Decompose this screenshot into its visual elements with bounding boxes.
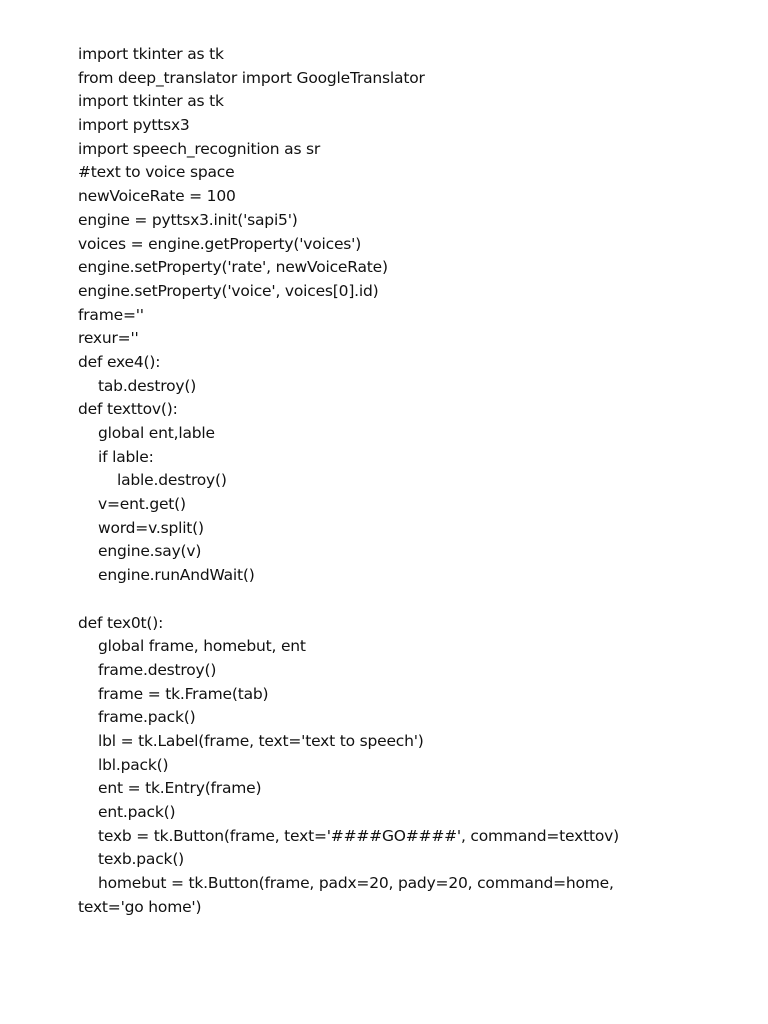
code-line: voices = engine.getProperty('voices') xyxy=(78,234,362,253)
code-line: texb = tk.Button(frame, text='####GO####', command=texttov) xyxy=(98,826,619,845)
code-line: word=v.split() xyxy=(98,518,204,537)
code-line: engine.setProperty('rate', newVoiceRate) xyxy=(78,258,388,277)
code-line: frame='' xyxy=(78,305,144,324)
code-line: lbl = tk.Label(frame, text='text to speech') xyxy=(98,731,424,750)
code-line: from deep_translator import GoogleTranslator xyxy=(78,68,425,87)
code-line: import tkinter as tk xyxy=(78,45,224,63)
code-listing xyxy=(78,43,738,919)
code-line: import tkinter as tk xyxy=(78,92,224,111)
code-line: frame = tk.Frame(tab) xyxy=(98,684,269,703)
code-line: def exe4(): xyxy=(78,352,161,371)
code-line: engine.setProperty('voice', voices[0].id) xyxy=(78,281,379,300)
code-line: import pyttsx3 xyxy=(78,116,190,135)
code-line: global ent,lable xyxy=(98,424,215,442)
code-line: rexur='' xyxy=(78,329,139,348)
code-line: ent.pack() xyxy=(98,803,176,821)
code-line: #text to voice space xyxy=(78,163,235,182)
code-line: if lable: xyxy=(98,447,154,466)
blank-line xyxy=(78,588,738,612)
code-line: texb.pack() xyxy=(98,850,185,869)
code-line: v=ent.get() xyxy=(98,495,186,514)
code-line: tab.destroy() xyxy=(98,376,197,395)
code-line: engine.runAndWait() xyxy=(98,566,255,585)
code-line: ent = tk.Entry(frame) xyxy=(98,779,262,798)
code-line: homebut = tk.Button(frame, padx=20, pady=20, command=home, xyxy=(98,874,614,893)
code-line: frame.destroy() xyxy=(98,660,217,679)
code-line: frame.pack() xyxy=(98,708,196,727)
code-line: text='go home') xyxy=(78,897,202,916)
code-line: import speech_recognition as sr xyxy=(78,139,321,158)
code-line: global frame, homebut, ent xyxy=(98,637,306,656)
code-line: engine.say(v) xyxy=(98,542,202,561)
code-line: lable.destroy() xyxy=(117,471,227,490)
code-line: newVoiceRate = 100 xyxy=(78,187,236,206)
code-line: engine = pyttsx3.init('sapi5') xyxy=(78,210,298,229)
code-line: lbl.pack() xyxy=(98,755,169,774)
code-line: def texttov(): xyxy=(78,400,178,419)
code-line: def tex0t(): xyxy=(78,613,164,632)
